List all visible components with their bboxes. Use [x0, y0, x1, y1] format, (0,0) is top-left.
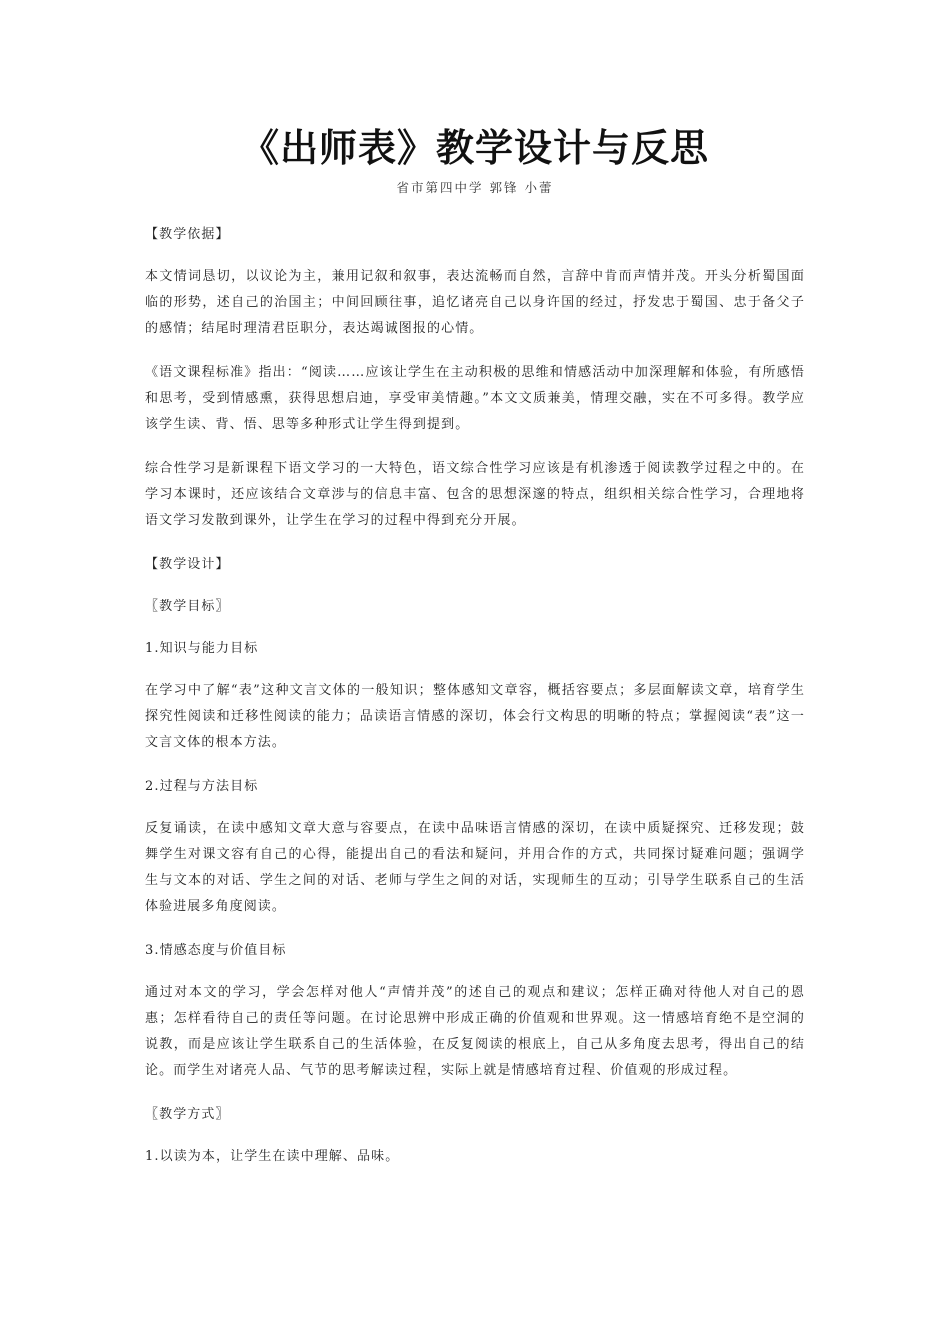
goal-heading-process: 2.过程与方法目标	[145, 779, 259, 794]
section-heading-basis: 【教学依据】	[145, 227, 230, 242]
paragraph-basis-3: 综合性学习是新课程下语文学习的一大特色，语文综合性学习应该是有机渗透于阅读教学过程之中的。在学习本课时，还应该结合文章涉与的信息丰富、包含的思想深邃的特点，组织相关综合性学习，合理地将语文学习发散到课外，让学生在学习的过程中得到充分开展。	[145, 461, 805, 528]
author-line: 省市第四中学 郭锋 小蕾	[396, 180, 554, 195]
goal-heading-knowledge: 1.知识与能力目标	[145, 641, 259, 656]
paragraph-goal-knowledge: 在学习中了解“表”这种文言文体的一般知识；整体感知文章容，概括容要点；多层面解读文章，培育学生探究性阅读和迁移性阅读的能力；品读语言情感的深切，体会行文构思的明晰的特点；掌握阅读“表”这一文言文体的根本方法。	[145, 683, 805, 750]
paragraph-goal-process: 反复诵读，在读中感知文章大意与容要点，在读中品味语言情感的深切，在读中质疑探究、迁移发现；鼓舞学生对课文容有自己的心得，能提出自己的看法和疑问，并用合作的方式，共同探讨疑难问题；强调学生与文本的对话、学生之间的对话、老师与学生之间的对话，实现师生的互动；引导学生联系自己的生活体验进展多角度阅读。	[145, 821, 805, 914]
section-heading-design: 【教学设计】	[145, 557, 230, 572]
paragraph-basis-2: 《语文课程标准》指出：“阅读……应该让学生在主动积极的思维和情感活动中加深理解和体验，有所感悟和思考，受到情感熏，获得思想启迪，享受审美情趣。”本文文质兼美，情理交融，实在不可多得。教学应该学生读、背、悟、思等多种形式让学生得到提到。	[145, 365, 805, 432]
subsection-heading-method: 〖教学方式〗	[145, 1107, 230, 1122]
subsection-heading-goals: 〖教学目标〗	[145, 599, 230, 614]
paragraph-basis-1: 本文情词恳切，以议论为主，兼用记叙和叙事，表达流畅而自然，言辞中肯而声情并茂。开头分析蜀国面临的形势，述自己的治国主；中间回顾往事，追忆诸亮自己以身许国的经过，抒发忠于蜀国、忠于备父子的感情；结尾时理清君臣职分，表达竭诚图报的心情。	[145, 269, 805, 336]
paragraph-goal-emotion: 通过对本文的学习，学会怎样对他人“声情并茂”的述自己的观点和建议；怎样正确对待他人对自己的恩惠；怎样看待自己的责任等问题。在讨论思辨中形成正确的价值观和世界观。这一情感培育绝不是空洞的说教，而是应该让学生联系自己的生活体验，在反复阅读的根底上，自己从多角度去思考，得出自己的结论。而学生对诸亮人品、气节的思考解读过程，实际上就是情感培育过程、价值观的形成过程。	[145, 985, 805, 1078]
document-body	[145, 222, 805, 1186]
document-title: 《出师表》教学设计与反思	[240, 125, 709, 170]
method-item-1: 1.以读为本，让学生在读中理解、品味。	[145, 1149, 400, 1164]
goal-heading-emotion: 3.情感态度与价值目标	[145, 943, 287, 958]
